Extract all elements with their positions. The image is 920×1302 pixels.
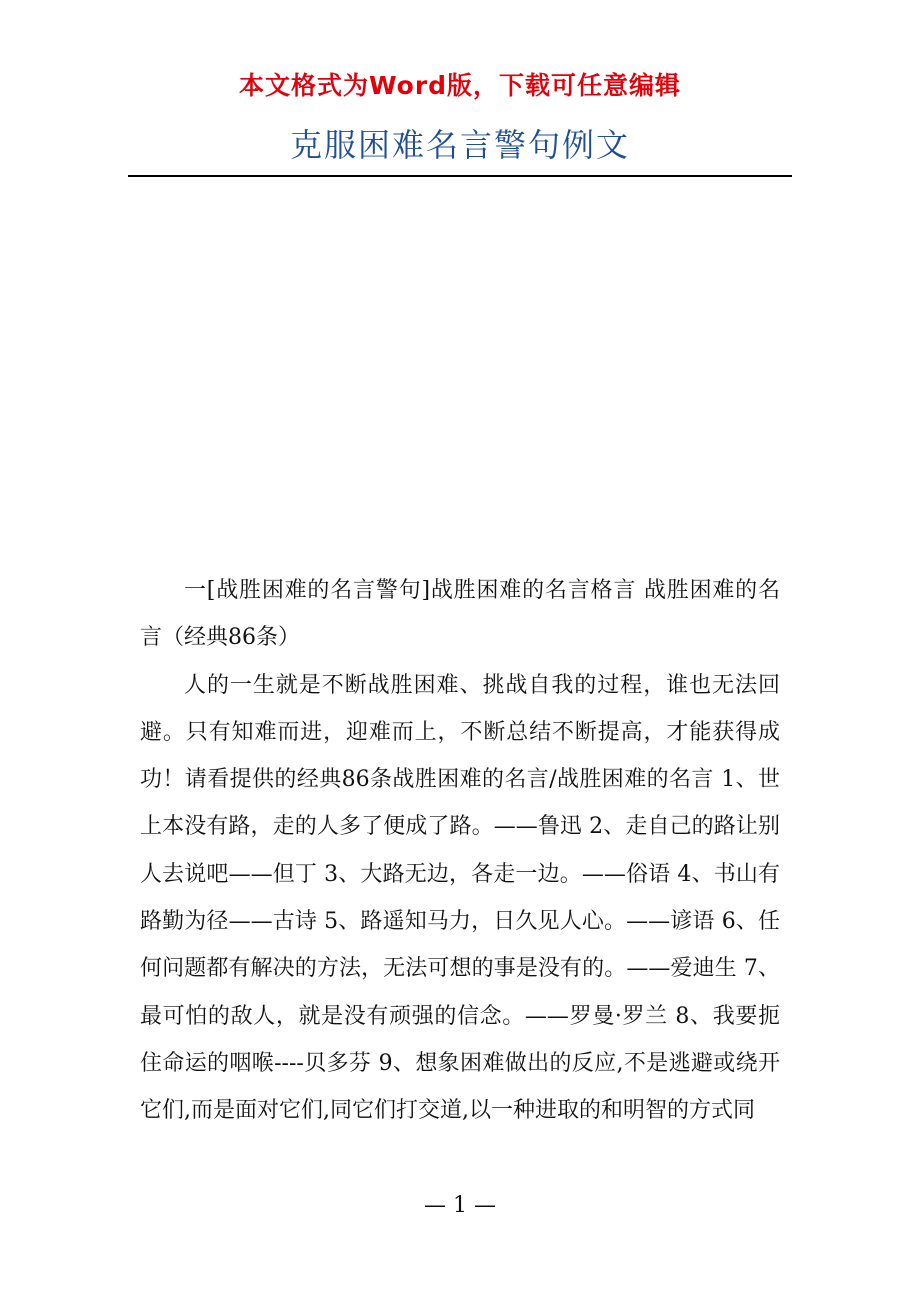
body-text (140, 567, 780, 1135)
document-title: 克服困难名言警句例文 (289, 126, 630, 164)
page-number: — 1 — (424, 1193, 496, 1218)
format-notice: 本文格式为Word版，下载可任意编辑 (238, 71, 682, 100)
paragraph-quotes: 人的一生就是不断战胜困难、挑战自我的过程，谁也无法回避。只有知难而进，迎难而上，不断总结不断提高，才能获得成功！请看提供的经典86条战胜困难的名言/战胜困难的名言 1、世上本没有路，走的人多了便成了路。——鲁迅 2、走自己的路让别人去说吧——但丁 3、大路无边，各走一边。——俗语 4、书山有路勤为径——古诗 5、路遥知马力，日久见人心。——谚语 6、任何问题都有解决的方法，无法可想的事是没有的。——爱迪生 7、最可怕的敌人，就是没有顽强的信念。——罗曼·罗兰 8、我要扼住命运的咽喉----贝多芬 9、想象困难做出的反应,不是逃避或绕开它们,而是面对它们,同它们打交道,以一种进取的和明智的方式同 (140, 672, 780, 1124)
paragraph-heading: 一[战胜困难的名言警句]战胜困难的名言格言 战胜困难的名言（经典86条） (140, 578, 780, 651)
title-divider (128, 175, 792, 177)
